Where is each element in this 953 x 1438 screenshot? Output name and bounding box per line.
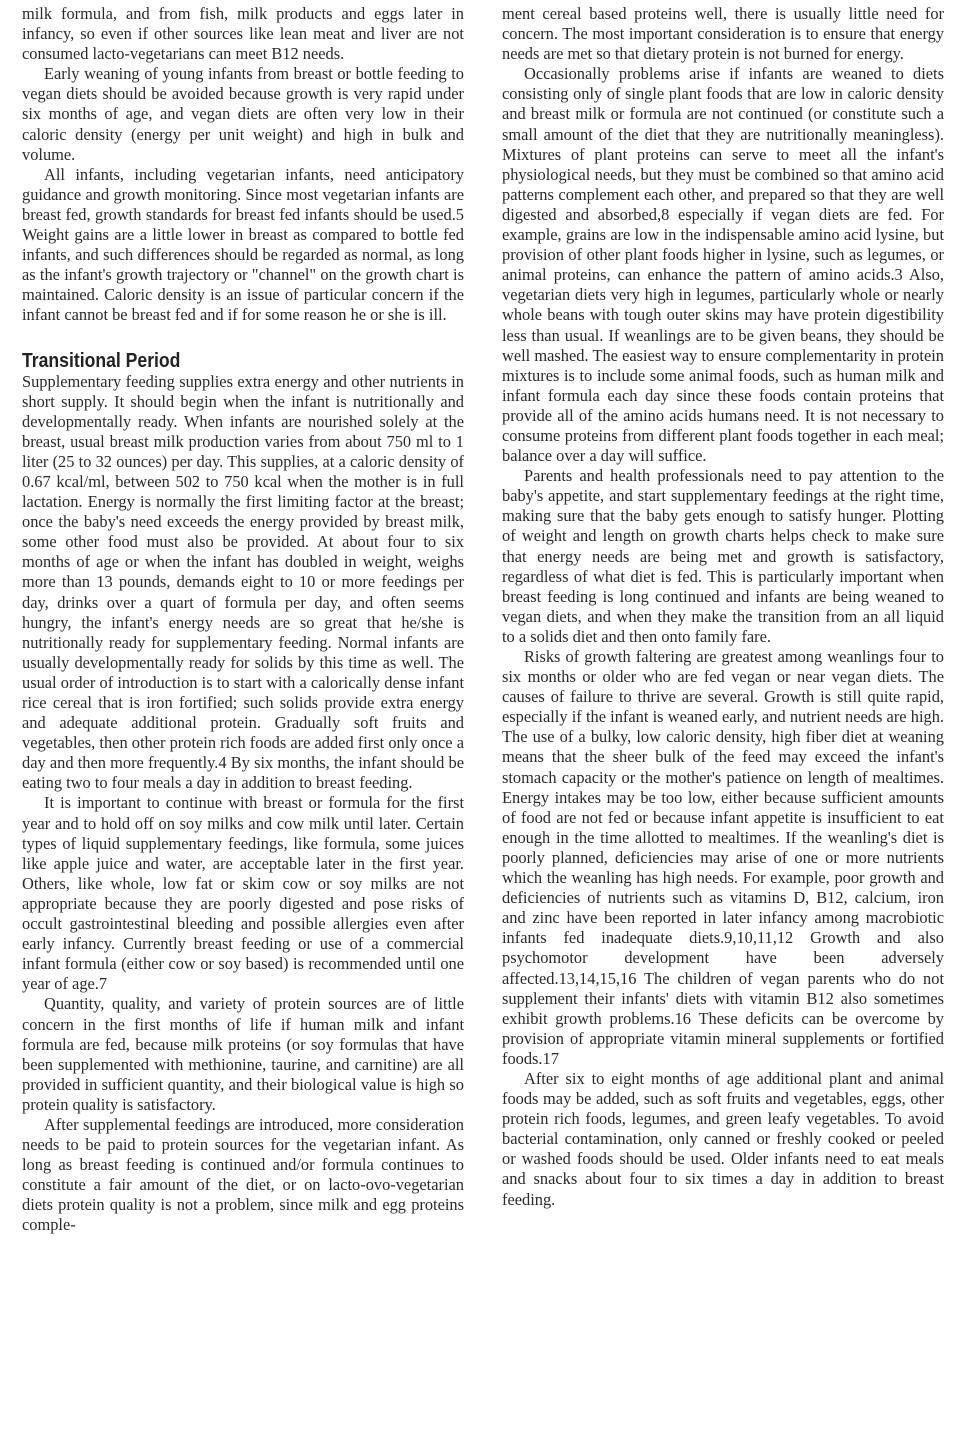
paragraph-early-weaning: Early weaning of young infants from breast or bottle feeding to vegan diets should be avoided because growth is very rapid under six months of age, and vegan diets are often very low in their caloric density (energy per unit weight) and high in bulk and volume.: [22, 64, 464, 164]
paragraph-intro-tail: milk formula, and from fish, milk products and eggs later in infancy, so even if other sources like lean meat and liver are not consumed lacto-vegetarians can meet B12 needs.: [22, 4, 464, 64]
paragraph-continuation: ment cereal based proteins well, there is usually little need for concern. The most important consideration is to ensure that energy needs are met so that dietary protein is not burned for energy.: [502, 4, 944, 64]
left-column: [22, 4, 464, 1438]
paragraph-parents: Parents and health professionals need to pay attention to the baby's appetite, and start supplementary feedings at the right time, making sure that the baby gets enough to satisfy hunger. Plotting of weight and length on growth charts helps check to make sure that energy needs are being met and growth is satisfactory, regardless of what diet is fed. This is particularly important when breast feeding is long continued and infants are being weaned to vegan diets, and when they make the transition from an all liquid to a solids diet and then onto family fare.: [502, 466, 944, 646]
section-heading-transitional-period: Transitional Period: [22, 349, 181, 372]
paragraph-occasionally: Occasionally problems arise if infants are weaned to diets consisting only of single plant foods that are low in caloric density and breast milk or formula are not continued (or constitute such a small amount of the diet that they are nutritionally meaningless). Mixtures of plant proteins can serve to meet all the infant's physiological needs, but they must be combined so that amino acid patterns complement each other, and prepared so that they are well digested and absorbed,8 especially if vegan diets are fed. For example, grains are low in the indispensable amino acid lysine, but provision of other plant foods higher in lysine, such as legumes, or animal proteins, can enhance the pattern of amino acids.3 Also, vegetarian diets very high in legumes, particularly whole or nearly whole beans with tough outer skins may have protein digestibility less than usual. If weanlings are to be given beans, they should be well mashed. The easiest way to ensure complementarity in protein mixtures is to include some animal foods, such as human milk and infant formula each day since these foods contain proteins that provide all of the amino acids humans need. It is not necessary to consume proteins from different plant foods together in each meal; balance over a day will suffice.: [502, 64, 944, 466]
paragraph-supplementary-feeding: Supplementary feeding supplies extra energy and other nutrients in short supply. It should begin when the infant is nutritionally and developmentally ready. When infants are nourished solely at the breast, usual breast milk production varies from about 750 ml to 1 liter (25 to 32 ounces) per day. This supplies, at a caloric density of 0.67 kcal/ml, between 502 to 750 kcal when the mother is in full lactation. Energy is normally the first limiting factor at the breast; once the baby's need exceeds the energy provided by breast milk, some other food must also be provided. At about four to six months of age or when the infant has doubled in weight, weighs more than 13 pounds, demands eight to 10 or more feedings per day, drinks over a quart of formula per day, and often seems hungry, the infant's energy needs are so great that he/she is nutritionally ready for supplementary feeding. Normal infants are usually developmentally ready for solids by this time as well. The usual order of introduction is to start with a calorically dense infant rice cereal that is iron fortified; such solids provide extra energy and adequate additional protein. Gradually soft fruits and vegetables, then other protein rich foods are added first only once a day and then more frequently.4 By six months, the infant should be eating two to four meals a day in addition to breast feeding.: [22, 371, 464, 793]
paragraph-quantity-quality: Quantity, quality, and variety of protein sources are of little concern in the first months of life if human milk and infant formula are fed, because milk proteins (or soy formulas that have been supplemented with methionine, taurine, and carnitine) are all provided in sufficient quantity, and their biological value is high so protein quality is satisfactory.: [22, 994, 464, 1114]
paragraph-after-six-months: After six to eight months of age additional plant and animal foods may be added, such as soft fruits and vegetables, eggs, other protein rich foods, legumes, and green leafy vegetables. To avoid bacterial contamination, only canned or freshly cooked or peeled or washed foods should be used. Older infants need to eat meals and snacks about four to six times a day in addition to breast feeding.: [502, 1068, 944, 1209]
paragraph-risks: Risks of growth faltering are greatest among weanlings four to six months or older who are fed vegan or near vegan diets. The causes of failure to thrive are several. Growth is still quite rapid, especially if the infant is weaned early, and nutrient needs are high. The use of a bulky, low caloric density, high fiber diet at weaning means that the sheer bulk of the feed may exceed the infant's stomach capacity or the mother's patience on length of mealtimes. Energy intakes may be too low, either because sufficient amounts of food are not fed or because infant appetite is insufficient to eat enough in the time allotted to mealtimes. If the weanling's diet is poorly planned, deficiencies may arise of one or more nutrients which the weanling has high needs. For example, poor growth and deficiencies of nutrients such as vitamins D, B12, calcium, iron and zinc have been reported in later infancy among macrobiotic infants fed inadequate diets.9,10,11,12 Growth and also psychomotor development have been adversely affected.13,14,15,16 The children of vegan parents who do not supplement their infants' diets with vitamin B12 also sometimes exhibit growth problems.16 These deficits can be overcome by provision of appropriate vitamin mineral supplements or fortified foods.17: [502, 647, 944, 1068]
right-column: [502, 4, 944, 1438]
paragraph-after-supplemental: After supplemental feedings are introduced, more consideration needs to be paid to protein sources for the vegetarian infant. As long as breast feeding is continued and/or formula continues to constitute a fair amount of the diet, or on lacto-ovo-vegetarian diets protein quality is not a problem, since milk and egg proteins comple-: [22, 1114, 464, 1235]
paragraph-all-infants: All infants, including vegetarian infants, need anticipatory guidance and growth monitoring. Since most vegetarian infants are breast fed, growth standards for breast fed infants should be used.5 Weight gains are a little lower in breast as compared to bottle fed infants, and such differences should be regarded as normal, as long as the infant's growth trajectory or "channel" on the growth chart is maintained. Caloric density is an issue of particular concern if the infant cannot be breast fed and if for some reason he or she is ill.: [22, 164, 464, 325]
paragraph-important-continue: It is important to continue with breast or formula for the first year and to hold off on soy milks and cow milk until later. Certain types of liquid supplementary feedings, like formula, some juices like apple juice and water, are acceptable later in the first year. Others, like whole, low fat or skim cow or soy milks are not appropriate because they are poorly digested and pose risks of occult gastrointestinal bleeding and possible allergies even after early infancy. Currently breast feeding or use of a commercial infant formula (either cow or soy based) is recommended until one year of age.7: [22, 793, 464, 994]
